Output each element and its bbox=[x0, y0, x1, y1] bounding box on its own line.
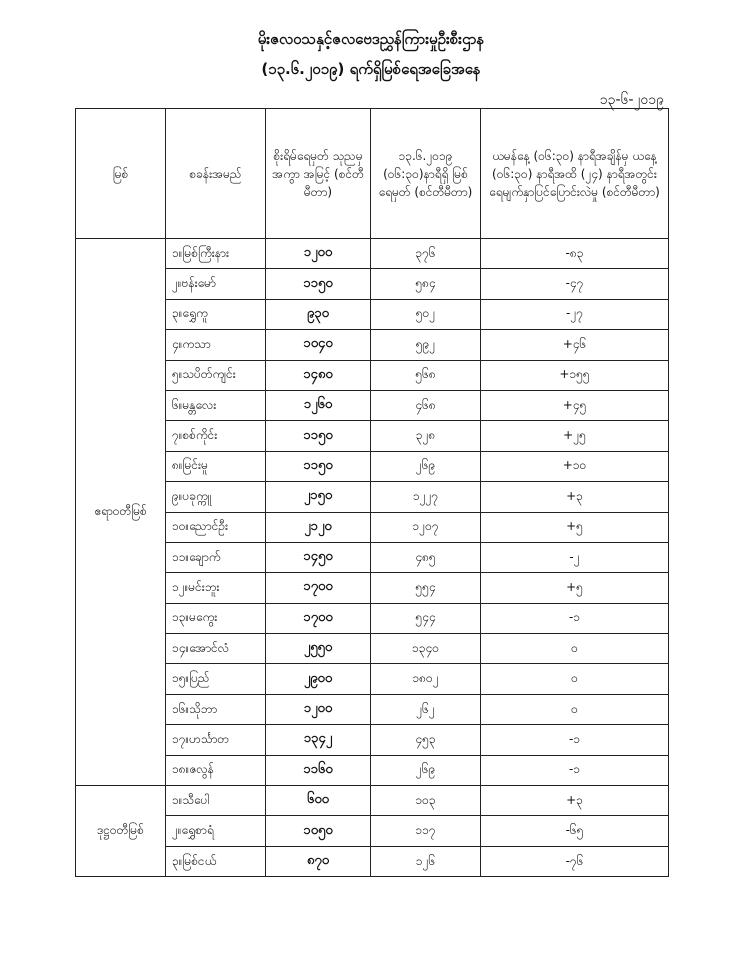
change-cell: +၃ bbox=[481, 786, 669, 816]
danger-level-cell: ၁၃၄၂ bbox=[266, 725, 371, 755]
water-level-cell: ၅၈၄ bbox=[371, 269, 481, 299]
water-level-cell: ၂၆၉ bbox=[371, 755, 481, 785]
water-level-cell: ၃၇၆ bbox=[371, 239, 481, 269]
change-cell: -၆၅ bbox=[481, 816, 669, 846]
station-cell: ၉။ပခုက္ကူ bbox=[166, 482, 266, 512]
station-cell: ၂။ရွှေစာရံ bbox=[166, 816, 266, 846]
danger-level-cell: ၁၇၀၀ bbox=[266, 573, 371, 603]
danger-level-cell: ၁၁၅၀ bbox=[266, 451, 371, 481]
station-cell: ၁၇။ဟင်္သာတ bbox=[166, 725, 266, 755]
change-cell: ၀ bbox=[481, 634, 669, 664]
change-cell: ၀ bbox=[481, 694, 669, 724]
change-cell: -၄၇ bbox=[481, 269, 669, 299]
station-cell: ၈။မြင်းမူ bbox=[166, 451, 266, 481]
report-date: ၁၃-၆-၂၀၁၉ bbox=[599, 92, 664, 108]
station-cell: ၅။သပိတ်ကျင်း bbox=[166, 360, 266, 390]
station-cell: ၁၀။ညောင်ဦး bbox=[166, 512, 266, 542]
water-level-cell: ၅၅၄ bbox=[371, 573, 481, 603]
river-level-table bbox=[75, 108, 669, 877]
station-cell: ၁။မြစ်ကြီးနား bbox=[166, 239, 266, 269]
danger-level-cell: ၁၁၅၀ bbox=[266, 421, 371, 451]
danger-level-cell: ၁၁၅၀ bbox=[266, 269, 371, 299]
station-cell: ၁၂။မင်းဘူး bbox=[166, 573, 266, 603]
water-level-cell: ၅၀၂ bbox=[371, 299, 481, 329]
water-level-cell: ၄၅၃ bbox=[371, 725, 481, 755]
danger-level-cell: ၁၀၄၀ bbox=[266, 330, 371, 360]
table-header-row bbox=[76, 109, 669, 239]
danger-level-cell: ၂၁၅၀ bbox=[266, 482, 371, 512]
col-header-station: စခန်းအမည် bbox=[166, 109, 266, 239]
change-cell: +၁၀ bbox=[481, 451, 669, 481]
change-cell: +၃ bbox=[481, 482, 669, 512]
water-level-cell: ၃၂၈ bbox=[371, 421, 481, 451]
change-cell: -၂၇ bbox=[481, 299, 669, 329]
table-body bbox=[76, 239, 669, 877]
change-cell: -၂ bbox=[481, 542, 669, 572]
danger-level-cell: ၁၇၀၀ bbox=[266, 603, 371, 633]
river-name-cell: ဧရာဝတီမြစ် bbox=[76, 239, 166, 786]
change-cell: -၁ bbox=[481, 603, 669, 633]
river-name-cell: ဒုဋ္ဌဝတီမြစ် bbox=[76, 786, 166, 877]
col-header-24h-change: ယမန်နေ့ (၀၆:၃၀) နာရီအချိန်မှ ယနေ့ (၀၆:၃၀) နာရီအထိ (၂၄) နာရီအတွင်း ရေမျက်နှာပြင်ပြောင်းလဲမှု (စင်တီမီတာ) bbox=[481, 109, 669, 239]
station-cell: ၁၆။သိုဘာ bbox=[166, 694, 266, 724]
water-level-cell: ၁၂၆ bbox=[371, 846, 481, 876]
change-cell: -၇၆ bbox=[481, 846, 669, 876]
change-cell: +၅ bbox=[481, 512, 669, 542]
water-level-cell: ၁၁၇ bbox=[371, 816, 481, 846]
station-cell: ၁၄။အောင်လံ bbox=[166, 634, 266, 664]
station-cell: ၆။မန္တလေး bbox=[166, 390, 266, 420]
station-cell: ၇။စစ်ကိုင်း bbox=[166, 421, 266, 451]
danger-level-cell: ၁၀၅၀ bbox=[266, 816, 371, 846]
water-level-cell: ၁၂၀၇ bbox=[371, 512, 481, 542]
table-row bbox=[76, 786, 669, 816]
change-cell: -၁ bbox=[481, 755, 669, 785]
water-level-cell: ၂၆၂ bbox=[371, 694, 481, 724]
change-cell: -၁ bbox=[481, 725, 669, 755]
change-cell: +၅ bbox=[481, 573, 669, 603]
col-header-river: မြစ် bbox=[76, 109, 166, 239]
danger-level-cell: ၁၄၈၀ bbox=[266, 360, 371, 390]
change-cell: +၄၆ bbox=[481, 330, 669, 360]
station-cell: ၁၃။မကွေး bbox=[166, 603, 266, 633]
col-header-danger-level: စိုးရိမ်ရေမှတ် သုညမှ အကွာ အမြင့် (စင်တီမီတာ) bbox=[266, 109, 371, 239]
station-cell: ၃။မြစ်ငယ် bbox=[166, 846, 266, 876]
change-cell: -၈၃ bbox=[481, 239, 669, 269]
water-level-cell: ၁၈၀၂ bbox=[371, 664, 481, 694]
danger-level-cell: ၁၂၀၀ bbox=[266, 239, 371, 269]
document-title: မိုးဇလဝသနှင့်ဇလဗေဒညွှန်ကြားမှုဦးစီးဌာန bbox=[257, 30, 485, 48]
station-cell: ၄။ကသာ bbox=[166, 330, 266, 360]
water-level-cell: ၄၆၈ bbox=[371, 390, 481, 420]
station-cell: ၁၅။ပြည် bbox=[166, 664, 266, 694]
table-row bbox=[76, 239, 669, 269]
water-level-cell: ၅၄၄ bbox=[371, 603, 481, 633]
station-cell: ၂။ဗန်းမော် bbox=[166, 269, 266, 299]
danger-level-cell: ၂၅၅၀ bbox=[266, 634, 371, 664]
station-cell: ၁၁။ချောက် bbox=[166, 542, 266, 572]
station-cell: ၁။သီပေါ bbox=[166, 786, 266, 816]
water-level-cell: ၁၃၄၀ bbox=[371, 634, 481, 664]
danger-level-cell: ၁၂၆၀ bbox=[266, 390, 371, 420]
water-level-cell: ၄၈၅ bbox=[371, 542, 481, 572]
danger-level-cell: ၂၁၂၀ bbox=[266, 512, 371, 542]
danger-level-cell: ၈၇၀ bbox=[266, 846, 371, 876]
danger-level-cell: ၉၃၀ bbox=[266, 299, 371, 329]
water-level-cell: ၁၂၂၇ bbox=[371, 482, 481, 512]
change-cell: +၂၅ bbox=[481, 421, 669, 451]
danger-level-cell: ၁၄၅၀ bbox=[266, 542, 371, 572]
danger-level-cell: ၁၁၆၀ bbox=[266, 755, 371, 785]
col-header-water-level: ၁၃.၆.၂၀၁၉ (၀၆:၃၀)နာရီရှိ မြစ်ရေမှတ် (စင်တီမီတာ) bbox=[371, 109, 481, 239]
water-level-cell: ၁၀၃ bbox=[371, 786, 481, 816]
change-cell: +၁၅၅ bbox=[481, 360, 669, 390]
document-subtitle: (၁၃.၆.၂၀၁၉) ရက်ရှိမြစ်ရေအခြေအနေ bbox=[261, 60, 481, 78]
station-cell: ၃။ရွှေကူ bbox=[166, 299, 266, 329]
water-level-cell: ၂၆၉ bbox=[371, 451, 481, 481]
danger-level-cell: ၆၀၀ bbox=[266, 786, 371, 816]
water-level-cell: ၅၉၂ bbox=[371, 330, 481, 360]
station-cell: ၁၈။ဇလွန် bbox=[166, 755, 266, 785]
change-cell: +၄၅ bbox=[481, 390, 669, 420]
danger-level-cell: ၁၂၀၀ bbox=[266, 694, 371, 724]
water-level-cell: ၅၆၈ bbox=[371, 360, 481, 390]
change-cell: ၀ bbox=[481, 664, 669, 694]
danger-level-cell: ၂၉၀၀ bbox=[266, 664, 371, 694]
